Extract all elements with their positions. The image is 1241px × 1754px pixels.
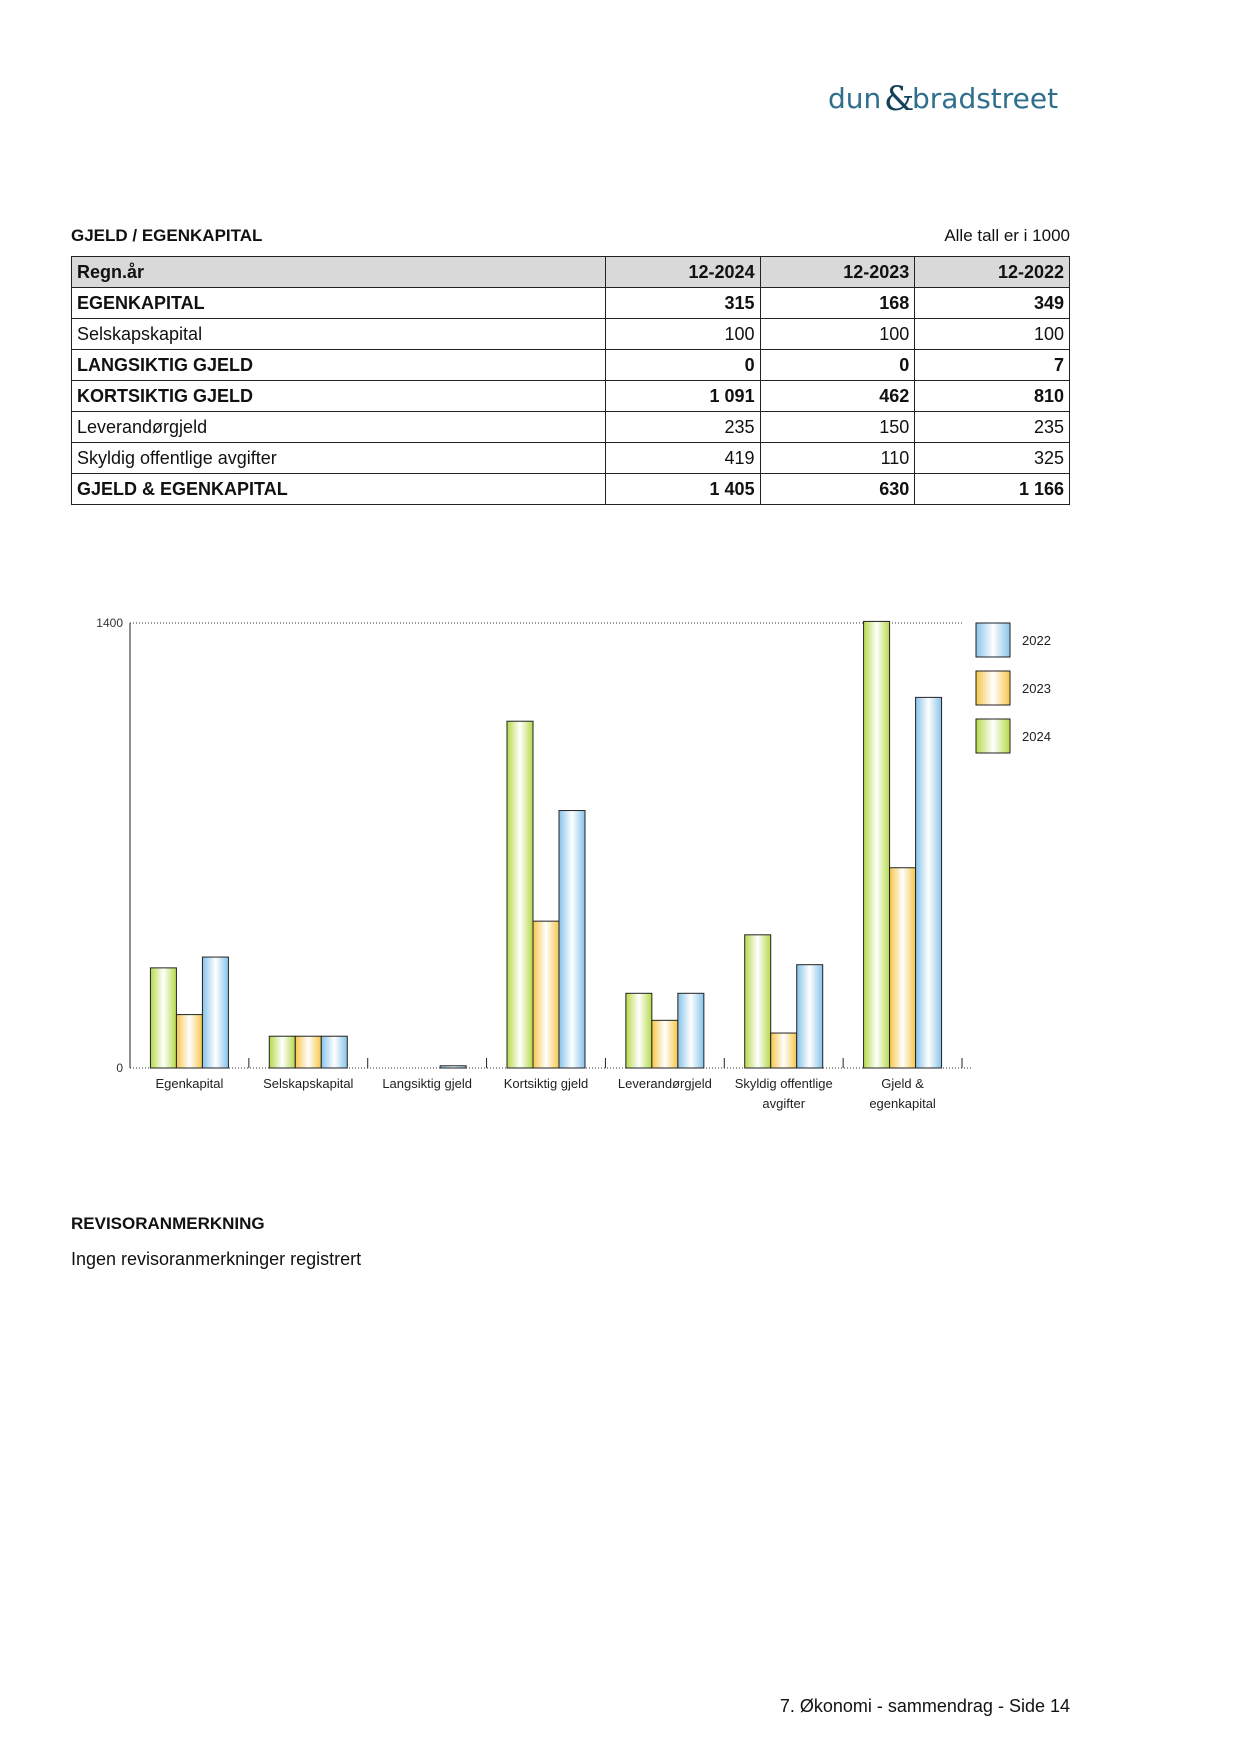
row-value: 0 [760, 350, 915, 381]
legend-label: 2024 [1022, 729, 1051, 744]
row-value: 100 [760, 319, 915, 350]
bar [771, 1033, 797, 1068]
bar [797, 965, 823, 1068]
logo-ampersand: & [884, 79, 915, 119]
bar [745, 935, 771, 1068]
table-row [72, 350, 1070, 381]
bar [507, 721, 533, 1068]
balance-bar-chart [80, 610, 1051, 1111]
bar [150, 968, 176, 1068]
bar [440, 1066, 466, 1068]
bar [916, 697, 942, 1068]
row-label: KORTSIKTIG GJELD [72, 381, 606, 412]
section-title: GJELD / EGENKAPITAL [71, 226, 263, 245]
row-value: 235 [915, 412, 1070, 443]
bar [533, 921, 559, 1068]
x-tick-label: Leverandørgjeld [617, 1076, 712, 1091]
row-value: 325 [915, 443, 1070, 474]
legend-label: 2022 [1022, 633, 1051, 648]
y-tick-label: 1400 [96, 616, 123, 630]
table-row [72, 443, 1070, 474]
x-tick-label: Kortsiktig gjeld [503, 1076, 589, 1091]
x-tick-label: egenkapital [869, 1096, 936, 1111]
row-value: 100 [915, 319, 1070, 350]
row-value: 100 [605, 319, 760, 350]
row-value: 349 [915, 288, 1070, 319]
audit-text: Ingen revisoranmerkninger registrert [71, 1249, 362, 1269]
bar [626, 993, 652, 1068]
logo-text-left: dun [828, 82, 882, 115]
row-label: Leverandørgjeld [72, 412, 606, 443]
bar [202, 957, 228, 1068]
table-header-row [72, 257, 1070, 288]
balance-table [71, 256, 1070, 505]
row-value: 110 [760, 443, 915, 474]
row-value: 168 [760, 288, 915, 319]
bar [678, 993, 704, 1068]
row-value: 235 [605, 412, 760, 443]
y-tick-label: 0 [116, 1061, 123, 1075]
bar [864, 621, 890, 1068]
table-row [72, 319, 1070, 350]
x-tick-label: Gjeld & [881, 1076, 924, 1091]
x-tick-label: avgifter [762, 1096, 806, 1111]
legend-swatch [976, 719, 1010, 753]
bar [321, 1036, 347, 1068]
header-year-2022: 12-2022 [915, 257, 1070, 288]
table-row [72, 381, 1070, 412]
table-row [72, 288, 1070, 319]
row-value: 1 091 [605, 381, 760, 412]
table-row [72, 474, 1070, 505]
row-value: 315 [605, 288, 760, 319]
row-value: 0 [605, 350, 760, 381]
row-label: LANGSIKTIG GJELD [72, 350, 606, 381]
bar [559, 811, 585, 1068]
dun-bradstreet-logo [828, 76, 1068, 126]
bar [890, 868, 916, 1068]
row-label: EGENKAPITAL [72, 288, 606, 319]
legend-label: 2023 [1022, 681, 1051, 696]
x-tick-label: Langsiktig gjeld [382, 1076, 472, 1091]
row-label: Skyldig offentlige avgifter [72, 443, 606, 474]
bar [269, 1036, 295, 1068]
x-tick-label: Selskapskapital [263, 1076, 354, 1091]
legend-swatch [976, 671, 1010, 705]
bar [176, 1015, 202, 1068]
page-footer: 7. Økonomi - sammendrag - Side 14 [779, 1696, 1070, 1716]
x-tick-label: Skyldig offentlige [734, 1076, 833, 1091]
row-value: 810 [915, 381, 1070, 412]
x-tick-label: Egenkapital [155, 1076, 224, 1091]
row-value: 150 [760, 412, 915, 443]
row-value: 419 [605, 443, 760, 474]
legend-swatch [976, 623, 1010, 657]
row-value: 1 166 [915, 474, 1070, 505]
row-value: 7 [915, 350, 1070, 381]
row-value: 630 [760, 474, 915, 505]
logo-text-right: bradstreet [912, 82, 1059, 115]
table-row [72, 412, 1070, 443]
bar [652, 1020, 678, 1068]
audit-title: REVISORANMERKNING [71, 1214, 265, 1233]
row-value: 462 [760, 381, 915, 412]
header-year-2024: 12-2024 [605, 257, 760, 288]
units-note: Alle tall er i 1000 [944, 226, 1070, 245]
header-year-2023: 12-2023 [760, 257, 915, 288]
header-label: Regn.år [72, 257, 606, 288]
row-label: GJELD & EGENKAPITAL [72, 474, 606, 505]
row-value: 1 405 [605, 474, 760, 505]
row-label: Selskapskapital [72, 319, 606, 350]
bar [295, 1036, 321, 1068]
